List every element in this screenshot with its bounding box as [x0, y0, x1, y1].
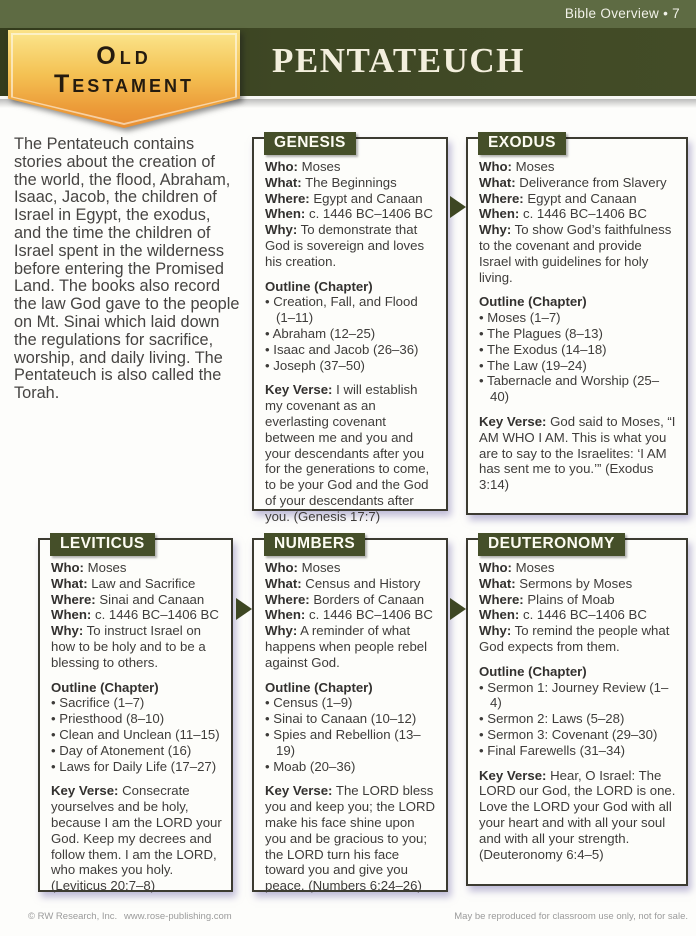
outline-item: • Day of Atonement (16) [51, 743, 222, 759]
key-verse-label: Key Verse: [265, 382, 333, 398]
fact-label: Where: [265, 591, 310, 607]
fact-value: To instruct Israel on how to be holy and to be a blessing to others. [51, 623, 206, 670]
old-testament-badge [8, 30, 240, 128]
book-title: NUMBERS [264, 533, 365, 556]
outline-item: • Moab (20–36) [265, 759, 437, 775]
fact-label: When: [265, 607, 306, 623]
intro-paragraph: The Pentateuch contains stories about the creation of the world, the flood, Abraham, Isaac, Jacob, the children of Israel in Egypt, the exodus, and the time the children of Israel spent in the wilderness before entering the Promised Land. The books also record the law God gave to the people on Mt. Sinai which laid down the regulations for sacrifice, worship, and daily living. The Pentateuch is also called the Torah. [14, 135, 240, 403]
outline-item: • Sermon 2: Laws (5–28) [479, 711, 677, 727]
fact-what [265, 576, 437, 592]
arrow-to-numbers-icon [236, 598, 252, 620]
key-verse-label: Key Verse: [479, 767, 547, 783]
fact-value: To remind the people what God expects from them. [479, 623, 670, 654]
fact-label: What: [265, 575, 302, 591]
fact-value: Moses [301, 560, 341, 575]
book-box-leviticus [38, 535, 233, 894]
fact-label: Where: [265, 190, 310, 206]
fact-label: When: [51, 607, 92, 623]
fact-value: Plains of Moab [527, 591, 615, 607]
fact-label: What: [479, 575, 516, 591]
fact-label: Who: [265, 159, 298, 174]
fact-when [51, 607, 222, 623]
key-verse [479, 768, 677, 863]
outline-heading: Outline (Chapter) [265, 278, 373, 294]
page-title: PENTATEUCH [272, 41, 525, 80]
outline-item: • Tabernacle and Worship (25–40) [479, 373, 677, 405]
fact-label: When: [265, 206, 306, 222]
outline-item: • The Law (19–24) [479, 358, 677, 374]
fact-what [51, 576, 222, 592]
fact-label: Why: [479, 222, 512, 238]
book-box-numbers [252, 535, 448, 894]
page-number-label: Bible Overview • 7 [564, 6, 680, 21]
footer-website: www.rose-publishing.com [124, 911, 232, 922]
fact-label: What: [265, 174, 302, 190]
fact-value: Moses [87, 560, 127, 575]
fact-what [479, 576, 677, 592]
fact-value: A reminder of what happens when people rebel against God. [265, 623, 428, 670]
fact-what [479, 175, 677, 191]
outline-item: • Priesthood (8–10) [51, 711, 222, 727]
badge-line2: Testament [54, 70, 194, 98]
fact-value: To show God’s faithfulness to the covenant and provide Israel with guidelines for holy living. [479, 222, 672, 285]
fact-who [51, 560, 222, 576]
outline-item: • The Exodus (14–18) [479, 342, 677, 358]
fact-label: What: [51, 575, 88, 591]
fact-where [265, 191, 437, 207]
fact-value: To demonstrate that God is sovereign and loves his creation. [265, 222, 425, 269]
outline-list [479, 680, 677, 759]
badge-text [8, 42, 240, 98]
fact-value: Borders of Canaan [313, 591, 425, 607]
fact-why [479, 222, 677, 285]
key-verse [265, 783, 437, 894]
fact-what [265, 175, 437, 191]
key-verse [265, 382, 437, 524]
fact-label: Why: [265, 222, 298, 238]
outline-item: • Creation, Fall, and Flood (1–11) [265, 294, 437, 326]
fact-value: c. 1446 BC–1406 BC [522, 607, 647, 623]
outline-list [265, 294, 437, 373]
fact-value: Moses [515, 560, 555, 575]
outline-item: • Spies and Rebellion (13–19) [265, 727, 437, 759]
outline-item: • The Plagues (8–13) [479, 326, 677, 342]
fact-where [51, 592, 222, 608]
fact-label: What: [479, 174, 516, 190]
fact-where [479, 592, 677, 608]
outline-heading: Outline (Chapter) [479, 663, 587, 679]
key-verse-text: Consecrate yourselves and be holy, because I am the LORD your God. Keep my decrees and follow them. I am the LORD, who makes you holy. (Leviticus 20:7–8) [51, 783, 222, 894]
outline-item: • Isaac and Jacob (26–36) [265, 342, 437, 358]
footer-notice: May be reproduced for classroom use only, not for sale. [454, 911, 688, 922]
fact-who [479, 159, 677, 175]
fact-why [51, 623, 222, 670]
fact-who [265, 560, 437, 576]
book-box-exodus [466, 134, 688, 515]
fact-label: Why: [51, 623, 84, 639]
key-verse-text: Hear, O Israel: The LORD our God, the LORD is one. Love the LORD your God with all your heart and with all your soul and with all your strength. (Deuteronomy 6:4–5) [479, 767, 676, 862]
outline-item: • Census (1–9) [265, 695, 437, 711]
fact-value: c. 1446 BC–1406 BC [522, 206, 647, 222]
fact-label: Where: [479, 190, 524, 206]
fact-label: Who: [265, 560, 298, 575]
outline-item: • Sermon 3: Covenant (29–30) [479, 727, 677, 743]
fact-label: Who: [479, 159, 512, 174]
outline-item: • Abraham (12–25) [265, 326, 437, 342]
fact-label: Who: [479, 560, 512, 575]
fact-where [265, 592, 437, 608]
outline-item: • Moses (1–7) [479, 310, 677, 326]
header-band [0, 0, 696, 28]
outline-heading: Outline (Chapter) [265, 679, 373, 695]
fact-why [265, 222, 437, 269]
book-title: LEVITICUS [50, 533, 155, 556]
outline-list [265, 695, 437, 774]
arrow-to-exodus-icon [450, 196, 466, 218]
fact-when [479, 607, 677, 623]
fact-value: Egypt and Canaan [527, 190, 637, 206]
outline-item: • Sacrifice (1–7) [51, 695, 222, 711]
key-verse [51, 783, 222, 894]
key-verse-label: Key Verse: [479, 413, 547, 429]
book-box-deuteronomy [466, 535, 688, 886]
fact-value: Law and Sacrifice [91, 575, 196, 591]
fact-value: Moses [301, 159, 341, 174]
fact-who [265, 159, 437, 175]
fact-value: Census and History [305, 575, 421, 591]
fact-value: Sinai and Canaan [99, 591, 205, 607]
book-title: GENESIS [264, 132, 356, 155]
fact-why [479, 623, 677, 655]
key-verse-text: God said to Moses, “I AM WHO I AM. This is what you are to say to the Israelites: ‘I AM has sent me to you.’” (Exodus 3:14) [479, 413, 676, 493]
outline-heading: Outline (Chapter) [479, 294, 587, 310]
outline-list [479, 310, 677, 405]
book-title: DEUTERONOMY [478, 533, 625, 556]
outline-item: • Final Farewells (31–34) [479, 743, 677, 759]
fact-value: c. 1446 BC–1406 BC [308, 206, 433, 222]
fact-value: The Beginnings [305, 174, 397, 190]
outline-item: • Joseph (37–50) [265, 358, 437, 374]
fact-label: When: [479, 206, 520, 222]
fact-when [265, 206, 437, 222]
fact-when [265, 607, 437, 623]
key-verse-label: Key Verse: [51, 783, 119, 799]
outline-item: • Clean and Unclean (11–15) [51, 727, 222, 743]
key-verse-label: Key Verse: [265, 783, 333, 799]
fact-value: c. 1446 BC–1406 BC [94, 607, 219, 623]
fact-label: Where: [51, 591, 96, 607]
book-box-genesis [252, 134, 448, 524]
outline-item: • Laws for Daily Life (17–27) [51, 759, 222, 775]
outline-item: • Sinai to Canaan (10–12) [265, 711, 437, 727]
book-title: EXODUS [478, 132, 566, 155]
fact-value: Moses [515, 159, 555, 174]
fact-value: c. 1446 BC–1406 BC [308, 607, 433, 623]
key-verse-text: I will establish my covenant as an everlasting covenant between me and you and your descendants after you for the generations to come, to be your God and the God of your descendants after you. (Genesis 17:7) [265, 382, 430, 524]
fact-label: Where: [479, 591, 524, 607]
fact-value: Deliverance from Slavery [519, 174, 667, 190]
key-verse-text: The LORD bless you and keep you; the LORD make his face shine upon you and be gracious to you; the LORD turn his face toward you and give you peace. (Numbers 6:24–26) [265, 783, 436, 894]
fact-where [479, 191, 677, 207]
fact-label: Why: [265, 623, 298, 639]
fact-value: Sermons by Moses [519, 575, 633, 591]
arrow-to-deuteronomy-icon [450, 598, 466, 620]
fact-when [479, 206, 677, 222]
fact-who [479, 560, 677, 576]
fact-label: When: [479, 607, 520, 623]
fact-label: Why: [479, 623, 512, 639]
key-verse [479, 414, 677, 493]
fact-why [265, 623, 437, 670]
outline-heading: Outline (Chapter) [51, 679, 159, 695]
badge-line1: Old [96, 42, 152, 70]
outline-item: • Sermon 1: Journey Review (1–4) [479, 680, 677, 712]
fact-value: Egypt and Canaan [313, 190, 423, 206]
footer-copyright: © RW Research, Inc. [28, 911, 118, 922]
fact-label: Who: [51, 560, 84, 575]
outline-list [51, 695, 222, 774]
